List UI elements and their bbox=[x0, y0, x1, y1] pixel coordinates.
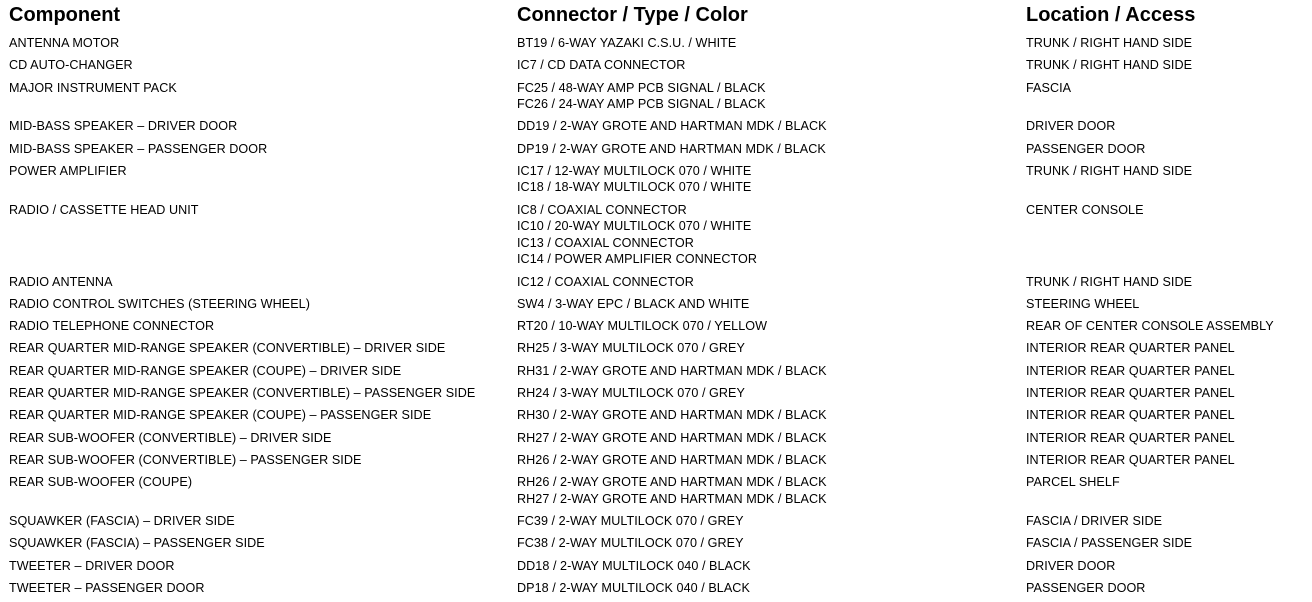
connector-cell bbox=[517, 513, 744, 530]
component-cell: REAR SUB-WOOFER (COUPE) bbox=[9, 475, 193, 490]
table-row bbox=[0, 274, 1312, 296]
component-cell: RADIO ANTENNA bbox=[9, 274, 113, 289]
location-cell: TRUNK / RIGHT HAND SIDE bbox=[1026, 36, 1193, 50]
connector-line: RH26 / 2-WAY GROTE AND HARTMAN MDK / BLACK bbox=[517, 452, 827, 467]
component-cell: REAR QUARTER MID-RANGE SPEAKER (CONVERTIBLE) – DRIVER SIDE bbox=[9, 341, 446, 356]
connector-line: RH30 / 2-WAY GROTE AND HARTMAN MDK / BLACK bbox=[517, 408, 827, 423]
connector-cell bbox=[517, 340, 745, 357]
connector-line: RT20 / 10-WAY MULTILOCK 070 / YELLOW bbox=[517, 319, 768, 334]
table-row bbox=[0, 558, 1312, 580]
component-cell: RADIO TELEPHONE CONNECTOR bbox=[9, 319, 215, 334]
connector-line: FC25 / 48-WAY AMP PCB SIGNAL / BLACK bbox=[517, 80, 766, 95]
connector-cell bbox=[517, 558, 751, 575]
component-cell: SQUAWKER (FASCIA) – PASSENGER SIDE bbox=[9, 536, 265, 551]
connector-cell bbox=[517, 57, 685, 74]
location-cell: PARCEL SHELF bbox=[1026, 475, 1120, 490]
connector-line: IC17 / 12-WAY MULTILOCK 070 / WHITE bbox=[517, 163, 752, 178]
connector-line: RH26 / 2-WAY GROTE AND HARTMAN MDK / BLACK bbox=[517, 475, 827, 490]
connector-line: RH31 / 2-WAY GROTE AND HARTMAN MDK / BLACK bbox=[517, 363, 827, 378]
connector-cell bbox=[517, 202, 757, 268]
connector-cell bbox=[517, 430, 827, 447]
location-cell: DRIVER DOOR bbox=[1026, 558, 1116, 573]
connector-line: IC10 / 20-WAY MULTILOCK 070 / WHITE bbox=[517, 219, 752, 234]
connector-line: RH25 / 3-WAY MULTILOCK 070 / GREY bbox=[517, 341, 745, 356]
table-header bbox=[0, 2, 1312, 28]
connector-cell bbox=[517, 35, 736, 52]
connector-cell bbox=[517, 80, 766, 113]
table-row bbox=[0, 580, 1312, 602]
table-row bbox=[0, 513, 1312, 535]
connector-line: RH27 / 2-WAY GROTE AND HARTMAN MDK / BLACK bbox=[517, 491, 827, 506]
table-row bbox=[0, 163, 1312, 202]
connector-line: IC14 / POWER AMPLIFIER CONNECTOR bbox=[517, 252, 757, 267]
location-cell: FASCIA bbox=[1026, 80, 1072, 95]
table-row bbox=[0, 452, 1312, 474]
connector-cell bbox=[517, 452, 827, 469]
connector-cell bbox=[517, 141, 826, 158]
location-cell: TRUNK / RIGHT HAND SIDE bbox=[1026, 163, 1193, 178]
connector-cell bbox=[517, 318, 767, 335]
connector-line: DP18 / 2-WAY MULTILOCK 040 / BLACK bbox=[517, 580, 750, 595]
component-cell: CD AUTO-CHANGER bbox=[9, 58, 133, 73]
location-cell: TRUNK / RIGHT HAND SIDE bbox=[1026, 274, 1193, 289]
connector-cell bbox=[517, 296, 749, 313]
connector-line: IC13 / COAXIAL CONNECTOR bbox=[517, 235, 694, 250]
table-row bbox=[0, 385, 1312, 407]
table-row bbox=[0, 202, 1312, 274]
connector-cell bbox=[517, 407, 827, 424]
location-column-header: Location / Access bbox=[1026, 4, 1196, 26]
connector-cell bbox=[517, 474, 827, 507]
location-cell: REAR OF CENTER CONSOLE ASSEMBLY bbox=[1026, 319, 1274, 334]
component-cell: MID-BASS SPEAKER – PASSENGER DOOR bbox=[9, 141, 268, 156]
component-cell: RADIO / CASSETTE HEAD UNIT bbox=[9, 202, 199, 217]
connector-cell bbox=[517, 363, 827, 380]
component-cell: POWER AMPLIFIER bbox=[9, 163, 127, 178]
location-cell: CENTER CONSOLE bbox=[1026, 202, 1144, 217]
connector-line: DP19 / 2-WAY GROTE AND HARTMAN MDK / BLACK bbox=[517, 141, 826, 156]
table-row bbox=[0, 35, 1312, 57]
location-cell: INTERIOR REAR QUARTER PANEL bbox=[1026, 341, 1235, 356]
table-row bbox=[0, 340, 1312, 362]
component-cell: REAR SUB-WOOFER (CONVERTIBLE) – DRIVER SIDE bbox=[9, 430, 332, 445]
location-cell: DRIVER DOOR bbox=[1026, 119, 1116, 134]
table-row bbox=[0, 430, 1312, 452]
connector-line: IC18 / 18-WAY MULTILOCK 070 / WHITE bbox=[517, 180, 752, 195]
connector-cell bbox=[517, 385, 745, 402]
connector-cell bbox=[517, 163, 751, 196]
connector-line: RH24 / 3-WAY MULTILOCK 070 / GREY bbox=[517, 386, 745, 401]
component-cell: MID-BASS SPEAKER – DRIVER DOOR bbox=[9, 119, 238, 134]
location-cell: STEERING WHEEL bbox=[1026, 296, 1140, 311]
component-cell: SQUAWKER (FASCIA) – DRIVER SIDE bbox=[9, 514, 235, 529]
location-cell: INTERIOR REAR QUARTER PANEL bbox=[1026, 452, 1235, 467]
component-cell: REAR QUARTER MID-RANGE SPEAKER (CONVERTIBLE) – PASSENGER SIDE bbox=[9, 386, 476, 401]
connector-cell bbox=[517, 274, 694, 291]
connector-line: IC12 / COAXIAL CONNECTOR bbox=[517, 274, 694, 289]
location-cell: PASSENGER DOOR bbox=[1026, 580, 1146, 595]
component-cell: MAJOR INSTRUMENT PACK bbox=[9, 80, 177, 95]
location-cell: FASCIA / DRIVER SIDE bbox=[1026, 514, 1163, 529]
location-cell: INTERIOR REAR QUARTER PANEL bbox=[1026, 363, 1235, 378]
connector-cell bbox=[517, 580, 750, 597]
connector-line: DD19 / 2-WAY GROTE AND HARTMAN MDK / BLACK bbox=[517, 119, 827, 134]
table-row bbox=[0, 318, 1312, 340]
table-row bbox=[0, 535, 1312, 557]
location-cell: INTERIOR REAR QUARTER PANEL bbox=[1026, 430, 1235, 445]
connector-line: RH27 / 2-WAY GROTE AND HARTMAN MDK / BLACK bbox=[517, 430, 827, 445]
component-column-header: Component bbox=[9, 4, 121, 26]
component-cell: ANTENNA MOTOR bbox=[9, 36, 120, 50]
location-cell: INTERIOR REAR QUARTER PANEL bbox=[1026, 408, 1235, 423]
component-cell: REAR QUARTER MID-RANGE SPEAKER (COUPE) – PASSENGER SIDE bbox=[9, 408, 432, 423]
connector-line: IC8 / COAXIAL CONNECTOR bbox=[517, 202, 687, 217]
component-cell: TWEETER – DRIVER DOOR bbox=[9, 558, 175, 573]
connector-cell bbox=[517, 118, 827, 135]
component-cell: RADIO CONTROL SWITCHES (STEERING WHEEL) bbox=[9, 296, 310, 311]
connector-line: SW4 / 3-WAY EPC / BLACK AND WHITE bbox=[517, 296, 750, 311]
table-body bbox=[0, 35, 1312, 602]
component-cell: REAR SUB-WOOFER (CONVERTIBLE) – PASSENGER SIDE bbox=[9, 452, 362, 467]
location-cell: FASCIA / PASSENGER SIDE bbox=[1026, 536, 1193, 551]
table-row bbox=[0, 474, 1312, 513]
table-row bbox=[0, 141, 1312, 163]
table-row bbox=[0, 80, 1312, 119]
connector-line: FC38 / 2-WAY MULTILOCK 070 / GREY bbox=[517, 536, 744, 551]
location-cell: PASSENGER DOOR bbox=[1026, 141, 1146, 156]
connector-line: FC26 / 24-WAY AMP PCB SIGNAL / BLACK bbox=[517, 97, 766, 112]
table-row bbox=[0, 57, 1312, 79]
connector-line: DD18 / 2-WAY MULTILOCK 040 / BLACK bbox=[517, 558, 751, 573]
table-row bbox=[0, 296, 1312, 318]
table-row bbox=[0, 363, 1312, 385]
connector-column-header: Connector / Type / Color bbox=[517, 4, 748, 26]
component-cell: TWEETER – PASSENGER DOOR bbox=[9, 580, 205, 595]
connector-line: FC39 / 2-WAY MULTILOCK 070 / GREY bbox=[517, 514, 744, 529]
connector-line: BT19 / 6-WAY YAZAKI C.S.U. / WHITE bbox=[517, 36, 737, 50]
location-cell: INTERIOR REAR QUARTER PANEL bbox=[1026, 386, 1235, 401]
component-cell: REAR QUARTER MID-RANGE SPEAKER (COUPE) – DRIVER SIDE bbox=[9, 363, 402, 378]
table-row bbox=[0, 118, 1312, 140]
connector-line: IC7 / CD DATA CONNECTOR bbox=[517, 58, 686, 73]
connector-cell bbox=[517, 535, 744, 552]
location-cell: TRUNK / RIGHT HAND SIDE bbox=[1026, 58, 1193, 73]
table-row bbox=[0, 407, 1312, 429]
